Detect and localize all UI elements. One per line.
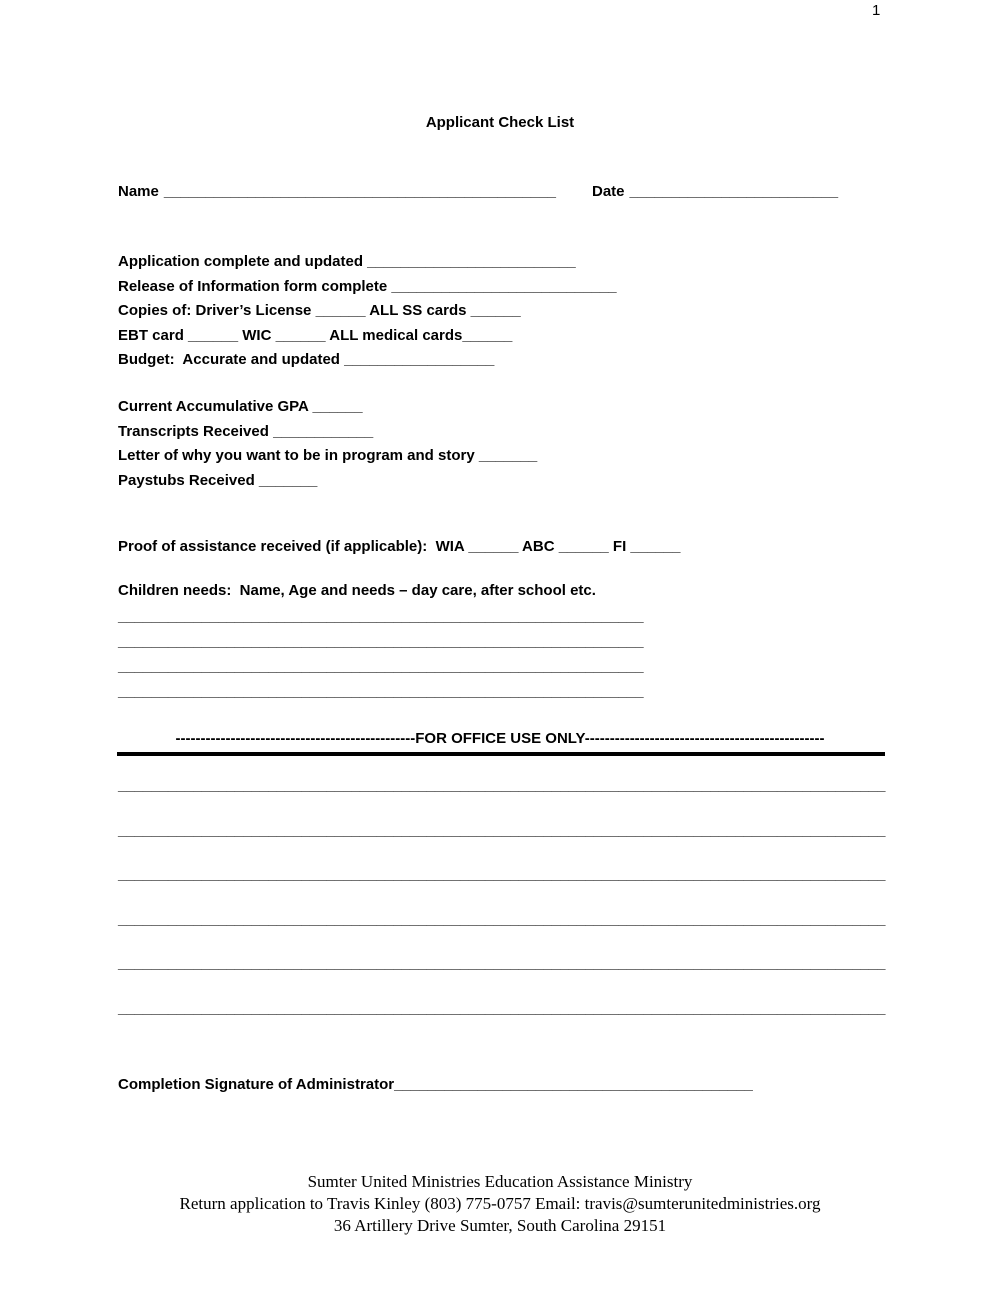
name-label: Name bbox=[118, 183, 159, 200]
children-blank-line: _______________________________________________________________ bbox=[118, 658, 644, 675]
office-use-divider: ------------------------------------------------FOR OFFICE USE ONLY------------------------------------------------ bbox=[175, 730, 825, 747]
checklist-documents bbox=[118, 250, 617, 373]
checklist-line: Letter of why you want to be in program and story _______ bbox=[118, 447, 538, 464]
document-title: Applicant Check List bbox=[425, 114, 575, 131]
office-blank-line: ____________________________________________________________________________________________ bbox=[118, 777, 886, 794]
checklist-line: Application complete and updated _________________________ bbox=[118, 253, 576, 270]
children-blank-line: _______________________________________________________________ bbox=[118, 633, 644, 650]
checklist-line: Copies of: Driver’s License ______ ALL SS cards ______ bbox=[118, 302, 521, 319]
office-blank-line: ____________________________________________________________________________________________ bbox=[118, 955, 886, 972]
footer-contact-line: Return application to Travis Kinley (803) 775-0757 Email: travis@sumterunitedministries.org bbox=[179, 1194, 821, 1213]
page-number: 1 bbox=[872, 2, 881, 19]
children-blank-line: _______________________________________________________________ bbox=[118, 683, 644, 700]
assistance-line: Proof of assistance received (if applicable): WIA ______ ABC ______ FI ______ bbox=[118, 538, 681, 555]
date-blank: _________________________ bbox=[629, 183, 839, 200]
checklist-line: Transcripts Received ____________ bbox=[118, 422, 374, 440]
office-blank-line: ____________________________________________________________________________________________ bbox=[118, 821, 886, 839]
checklist-line: EBT card ______ WIC ______ ALL medical cards______ bbox=[118, 326, 513, 344]
office-blank-lines bbox=[118, 764, 886, 1031]
children-needs-header: Children needs: Name, Age and needs – day care, after school etc. bbox=[118, 582, 596, 599]
checklist-line: Current Accumulative GPA ______ bbox=[118, 398, 363, 415]
office-blank-line: ____________________________________________________________________________________________ bbox=[118, 866, 886, 883]
completion-signature-line: Completion Signature of Administrator___________________________________________ bbox=[118, 1076, 753, 1093]
footer bbox=[0, 1171, 1000, 1237]
footer-org-line: Sumter United Ministries Education Assistance Ministry bbox=[307, 1172, 693, 1191]
checklist-line: Budget: Accurate and updated __________________ bbox=[118, 351, 495, 368]
name-date-row bbox=[118, 183, 556, 200]
date-label: Date bbox=[592, 183, 625, 200]
date-field bbox=[592, 183, 838, 200]
office-blank-line: ____________________________________________________________________________________________ bbox=[118, 999, 886, 1017]
children-blank-lines bbox=[118, 604, 644, 704]
name-blank: _______________________________________________ bbox=[163, 183, 556, 200]
office-blank-line: ____________________________________________________________________________________________ bbox=[118, 910, 886, 928]
checklist-line: Paystubs Received _______ bbox=[118, 471, 318, 489]
section-rule bbox=[117, 752, 885, 756]
footer-address-line: 36 Artillery Drive Sumter, South Carolina 29151 bbox=[333, 1216, 667, 1235]
checklist-academic bbox=[118, 395, 537, 493]
checklist-line: Release of Information form complete ___________________________ bbox=[118, 277, 617, 295]
children-blank-line: _______________________________________________________________ bbox=[118, 608, 644, 625]
